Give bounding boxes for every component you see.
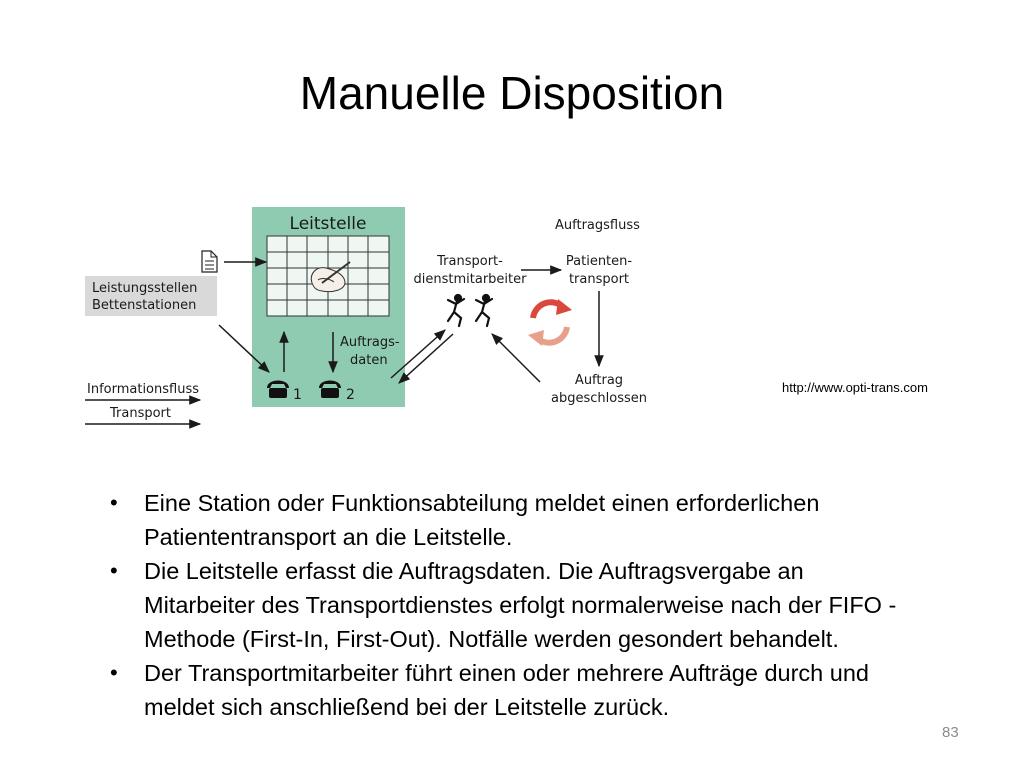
patient-transport-line1: Patienten-: [565, 254, 633, 269]
slide-title: Manuelle Disposition: [299, 67, 725, 119]
staff-to-control-arrow: [399, 334, 453, 383]
phone1-number: 1: [293, 387, 302, 403]
service-points-line2: Bettenstationen: [92, 298, 197, 313]
service-points-line1: Leistungsstellen: [92, 281, 198, 296]
phone2-number: 2: [346, 387, 355, 403]
order-flow-label: Auftragsfluss: [555, 218, 640, 233]
document-icon: [202, 251, 217, 272]
telephone-icon: [319, 381, 341, 399]
order-data-label-line2: daten: [350, 353, 388, 368]
legend-information-flow: Informationsfluss: [87, 382, 199, 397]
source-url[interactable]: http://www.opti-trans.com: [782, 380, 928, 395]
order-data-label-line1: Auftrags-: [340, 335, 400, 350]
bullet-list: [108, 486, 898, 724]
telephone-icon: [267, 381, 289, 399]
bullet-item: • Die Leitstelle erfasst die Auftragsdaten. Die Auftragsvergabe an Mitarbeiter des Transportdienstes erfolgt normalerweise nach der FIFO - Methode (First-In, First-Out). Notfälle werden gesondert behandelt.: [108, 554, 898, 656]
order-done-line1: Auftrag: [574, 373, 624, 388]
cycle-arrows-icon: [528, 299, 572, 346]
running-person-icon: [448, 295, 464, 326]
control-center-label: Leitstelle: [289, 214, 367, 234]
patient-transport-line2: transport: [568, 272, 630, 287]
transport-staff-line2: dienstmitarbeiter: [413, 272, 527, 287]
bullet-item: • Der Transportmitarbeiter führt einen oder mehrere Aufträge durch und meldet sich anschließend bei der Leitstelle zurück.: [108, 656, 898, 724]
legend-transport: Transport: [110, 406, 172, 421]
order-done-line2: abgeschlossen: [551, 391, 647, 406]
done-to-staff-arrow: [492, 334, 540, 382]
page-number: 83: [942, 724, 959, 741]
bullet-item: • Eine Station oder Funktionsabteilung meldet einen erforderlichen Patiententransport an die Leitstelle.: [108, 486, 898, 554]
transport-staff-line1: Transport-: [437, 254, 503, 269]
running-person-icon: [476, 295, 492, 326]
